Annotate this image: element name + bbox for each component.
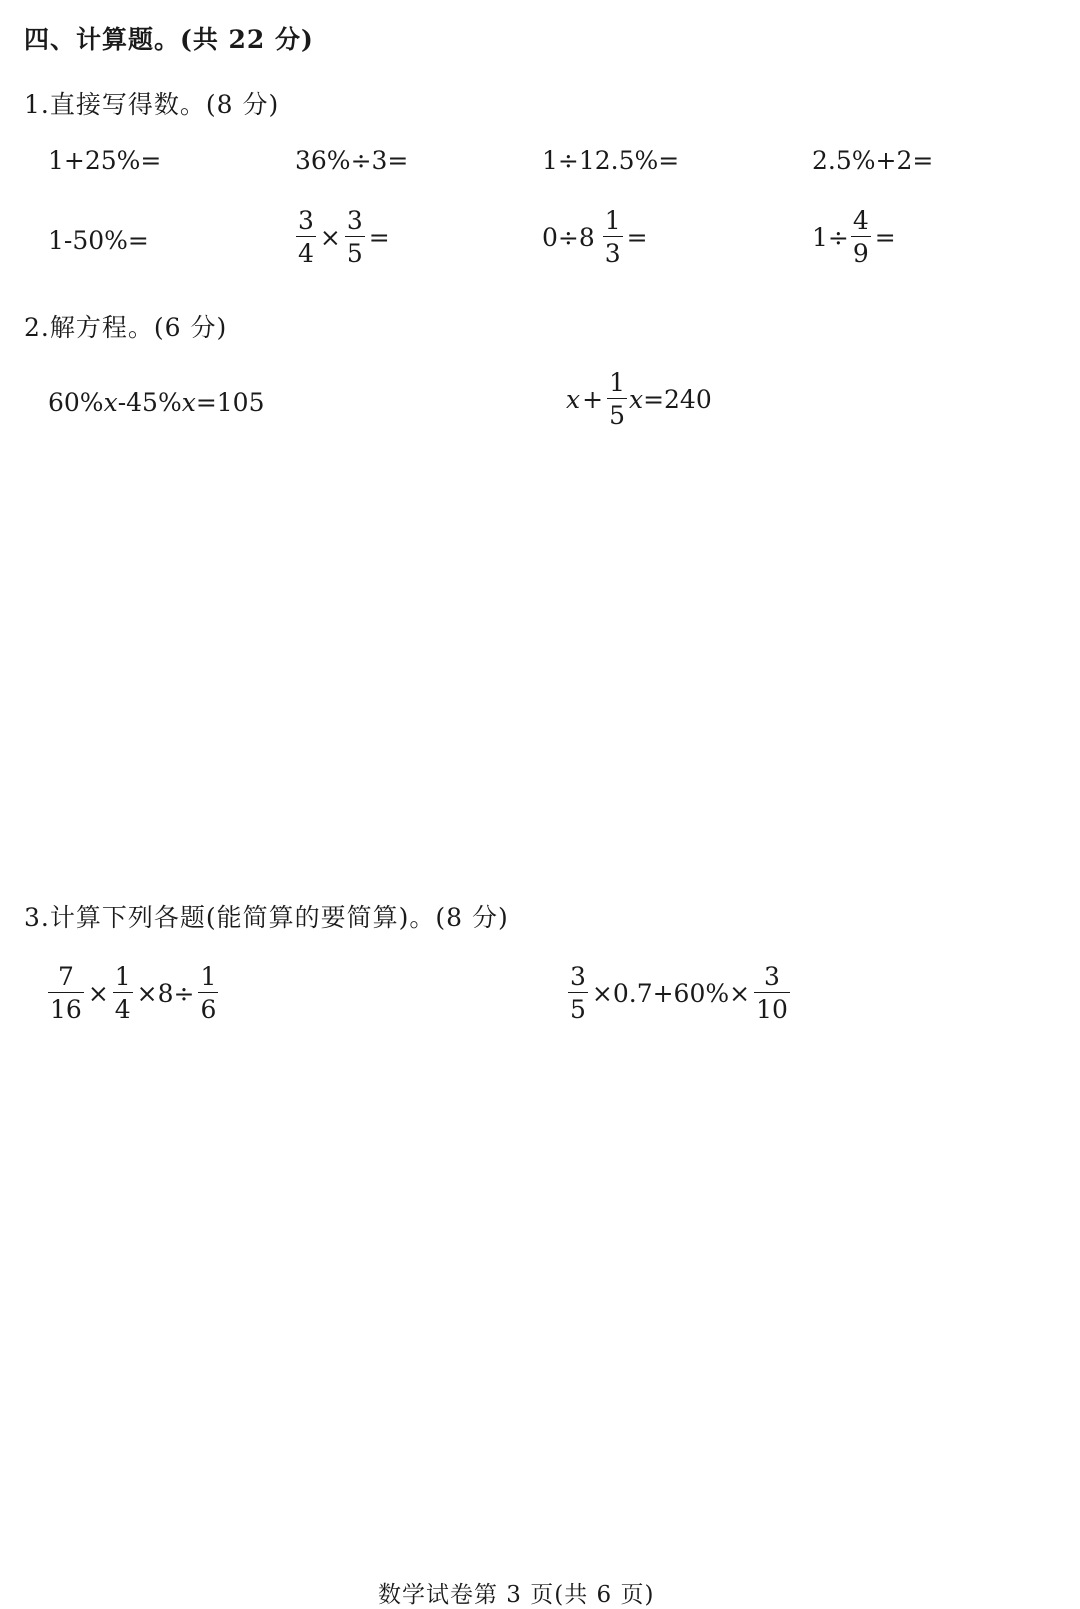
q1-r2-expr-4: 1÷ $\frac{4}{9}$ = [812,206,896,268]
fraction: $\frac{3}{5}$ [346,206,363,268]
q2-title: 2.解方程。(6 分) [24,313,228,342]
q1-r1-expr-2: 36%÷3= [295,146,409,175]
fraction: $\frac{1}{6}$ [200,962,217,1024]
fraction: $\frac{1}{4}$ [114,962,131,1024]
fraction: $\frac{1}{3}$ [604,206,621,268]
fraction: $\frac{4}{9}$ [852,206,869,268]
q1-r2-expr-1: 1-50%= [48,226,149,255]
fraction: $\frac{3}{4}$ [298,206,314,268]
q1-title: 1.直接写得数。(8 分) [24,90,280,119]
section-heading: 四、计算题。(共 22 分) [24,25,314,54]
q2-equation-2: x + $\frac{1}{5}$ x =240 [566,368,712,430]
page-footer: 数学试卷第 3 页(共 6 页) [378,1582,655,1608]
q1-r2-expr-2: $\frac{3}{4}$ × $\frac{3}{5}$ = [298,206,390,268]
q2-equation-1: 60% x -45% x =105 [48,388,265,417]
q3-expression-2: $\frac{3}{5}$ ×0.7+60%× $\frac{3}{10}$ [570,962,788,1024]
q3-expression-1: $\frac{7}{16}$ × $\frac{1}{4}$ ×8÷ $\frac{1}{6}$ [50,962,217,1024]
fraction: $\frac{3}{10}$ [756,962,788,1024]
fraction: $\frac{1}{5}$ [609,368,625,430]
q1-r2-expr-3: 0÷8 $\frac{1}{3}$ = [542,206,648,268]
fraction: $\frac{3}{5}$ [570,962,586,1024]
q1-r1-expr-3: 1÷12.5%= [542,146,680,175]
q1-r1-expr-4: 2.5%+2= [812,146,934,175]
q3-title: 3.计算下列各题(能简算的要简算)。(8 分) [24,903,509,932]
q1-r1-expr-1: 1+25%= [48,146,162,175]
fraction: $\frac{7}{16}$ [50,962,82,1024]
